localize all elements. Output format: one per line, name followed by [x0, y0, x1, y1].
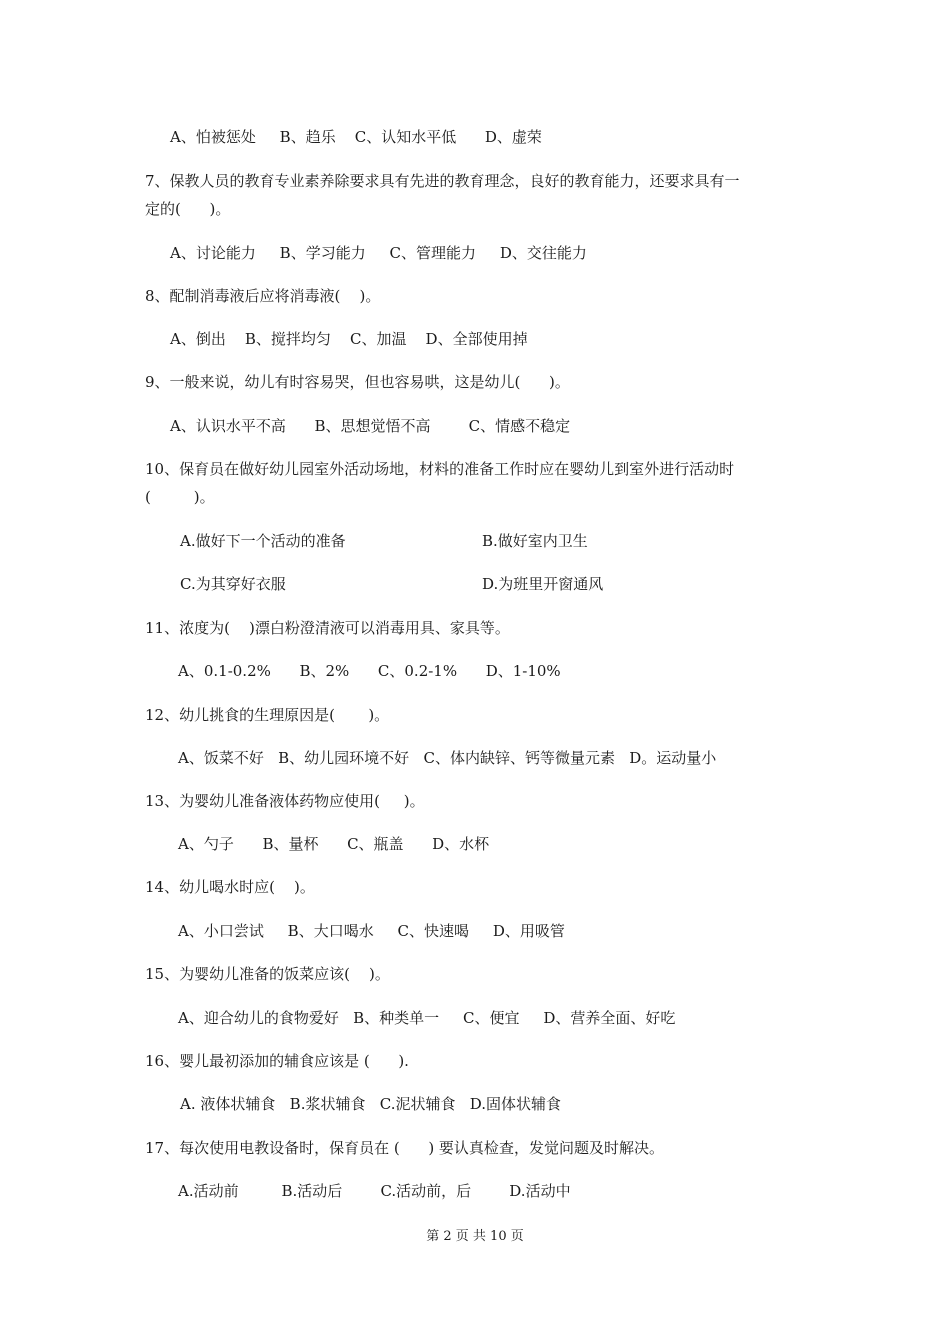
q7-options: A、讨论能力 B、学习能力 C、管理能力 D、交往能力 [170, 244, 587, 262]
q15-text: 15、为婴幼儿准备的饭菜应该( )。 [145, 965, 390, 983]
q10-text-2: ( )。 [145, 488, 215, 506]
q8-text: 8、配制消毒液后应将消毒液( )。 [145, 287, 381, 305]
q12-options: A、饭菜不好 B、幼儿园环境不好 C、体内缺锌、钙等微量元素 D。运动量小 [178, 749, 717, 767]
q7-text-2: 定的( )。 [145, 200, 231, 218]
q17-text: 17、每次使用电教设备时，保育员在 ( ) 要认真检查，发觉问题及时解决。 [145, 1139, 664, 1157]
q10-option-a: A.做好下一个活动的准备 [180, 532, 346, 550]
q9-text: 9、一般来说，幼儿有时容易哭，但也容易哄，这是幼儿( )。 [145, 373, 570, 391]
q13-options: A、勺子 B、量杯 C、瓶盖 D、水杯 [178, 835, 490, 853]
q11-options: A、0.1-0.2% B、2% C、0.2-1% D、1-10% [178, 662, 561, 680]
q10-option-c: C.为其穿好衣服 [180, 575, 286, 593]
q11-text: 11、浓度为( )漂白粉澄清液可以消毒用具、家具等。 [145, 619, 510, 637]
q15-options: A、迎合幼儿的食物爱好 B、种类单一 C、便宜 D、营养全面、好吃 [178, 1009, 676, 1027]
q10-option-b: B.做好室内卫生 [482, 532, 588, 550]
q16-text: 16、婴儿最初添加的辅食应该是 ( ). [145, 1052, 409, 1070]
q17-options: A.活动前 B.活动后 C.活动前，后 D.活动中 [178, 1182, 571, 1200]
q7-text-1: 7、保教人员的教育专业素养除要求具有先进的教育理念，良好的教育能力，还要求具有一 [145, 172, 740, 190]
q6-options: A、怕被惩处 B、趋乐 C、认知水平低 D、虚荣 [170, 128, 542, 146]
q13-text: 13、为婴幼儿准备液体药物应使用( )。 [145, 792, 425, 810]
q8-options: A、倒出 B、搅拌均匀 C、加温 D、全部使用掉 [170, 330, 528, 348]
q14-options: A、小口尝试 B、大口喝水 C、快速喝 D、用吸管 [178, 922, 565, 940]
q14-text: 14、幼儿喝水时应( )。 [145, 878, 315, 896]
q10-text-1: 10、保育员在做好幼儿园室外活动场地，材料的准备工作时应在婴幼儿到室外进行活动时 [145, 460, 735, 478]
q16-options: A. 液体状辅食 B.浆状辅食 C.泥状辅食 D.固体状辅食 [180, 1095, 562, 1113]
q10-option-d: D.为班里开窗通风 [482, 575, 604, 593]
q12-text: 12、幼儿挑食的生理原因是( )。 [145, 706, 390, 724]
page-footer: 第 2 页 共 10 页 [426, 1229, 524, 1244]
q9-options: A、认识水平不高 B、思想觉悟不高 C、情感不稳定 [170, 417, 571, 435]
